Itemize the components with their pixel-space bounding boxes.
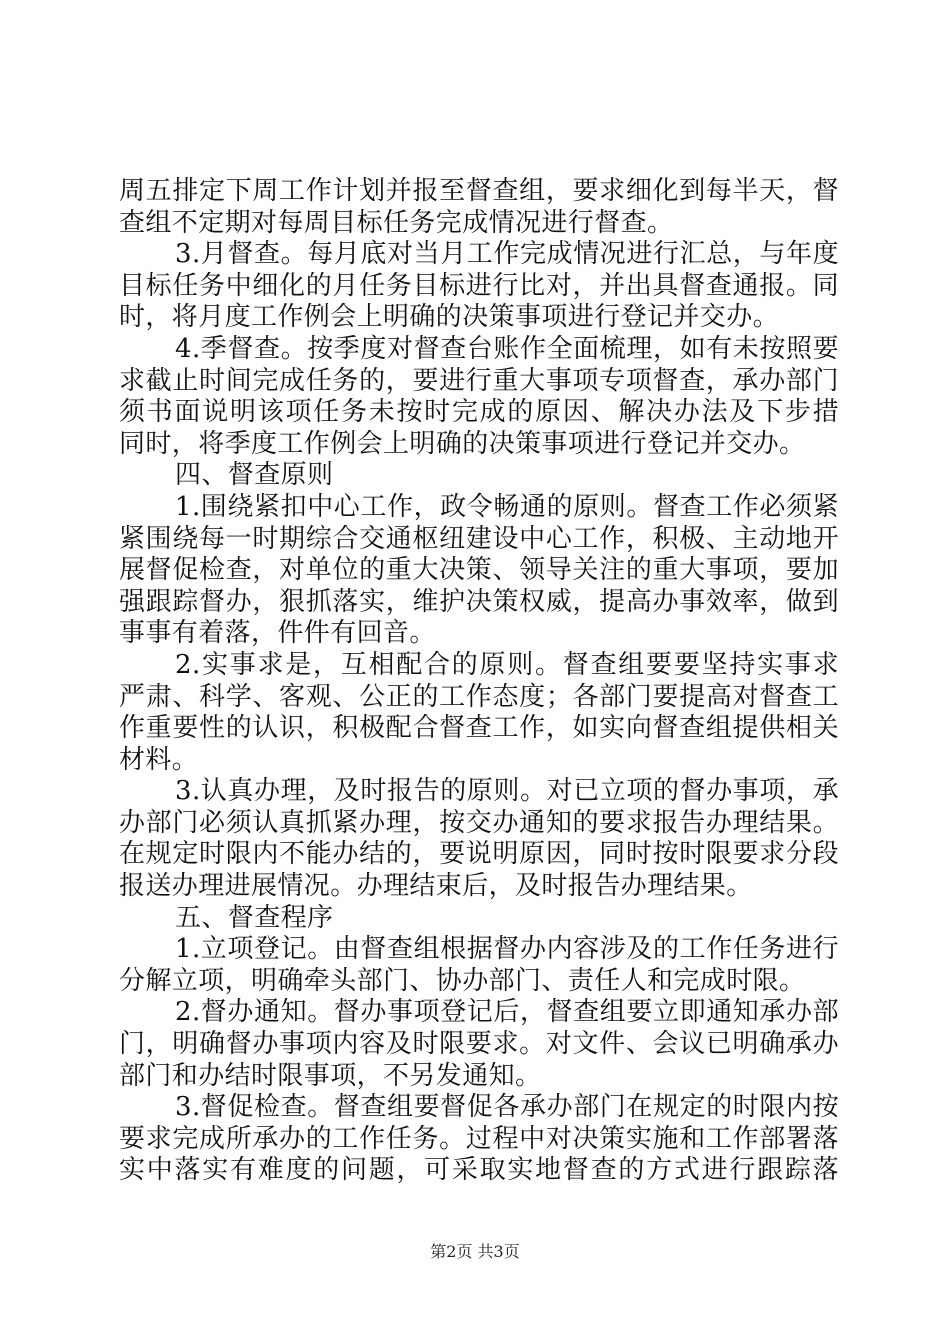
text-line: 分解立项，明确牵头部门、协办部门、责任人和完成时限。 <box>119 965 806 996</box>
text-line: 4.季督查。按季度对督查台账作全面梳理，如有未按照要 <box>175 333 839 364</box>
text-line: 须书面说明该项任务未按时完成的原因、解决办法及下步措 <box>119 397 839 428</box>
document-body <box>119 176 839 1187</box>
text-line: 1.围绕紧扣中心工作，政令畅通的原则。督查工作必须紧 <box>175 491 839 522</box>
text-line: 时，将月度工作例会上明确的决策事项进行登记并交办。 <box>119 302 780 333</box>
text-line: 目标任务中细化的月任务目标进行比对，并出具督查通报。同 <box>119 270 839 301</box>
text-line: 部门和办结时限事项，不另发通知。 <box>119 1060 542 1091</box>
page-footer <box>0 1242 950 1262</box>
text-line: 2.实事求是，互相配合的原则。督查组要要坚持实事求 <box>175 649 839 680</box>
section-heading: 四、督查原则 <box>175 460 334 491</box>
text-line: 3.督促检查。督查组要督促各承办部门在规定的时限内按 <box>175 1092 839 1123</box>
text-line: 实中落实有难度的问题，可采取实地督查的方式进行跟踪落 <box>119 1155 839 1186</box>
section-heading: 五、督查程序 <box>175 902 334 933</box>
text-line: 3.月督查。每月底对当月工作完成情况进行汇总，与年度 <box>175 239 839 270</box>
text-line: 周五排定下周工作计划并报至督查组，要求细化到每半天，督 <box>119 176 839 206</box>
text-line: 材料。 <box>119 744 199 775</box>
text-line: 办部门必须认真抓紧办理，按交办通知的要求报告办理结果。 <box>119 807 839 838</box>
text-line: 求截止时间完成任务的，要进行重大事项专项督查，承办部门 <box>119 365 839 396</box>
text-line: 查组不定期对每周目标任务完成情况进行督查。 <box>119 207 674 238</box>
text-line: 在规定时限内不能办结的，要说明原因，同时按时限要求分段 <box>119 839 839 870</box>
text-line: 报送办理进展情况。办理结束后，及时报告办理结果。 <box>119 871 753 902</box>
text-line: 强跟踪督办，狠抓落实，维护决策权威，提高办事效率，做到 <box>119 586 839 617</box>
page-number-label: 第2页 共3页 <box>430 1242 520 1261</box>
text-line: 1.立项登记。由督查组根据督办内容涉及的工作任务进行 <box>175 934 839 965</box>
text-line: 严肃、科学、客观、公正的工作态度；各部门要提高对督查工 <box>119 681 839 712</box>
text-line: 2.督办通知。督办事项登记后，督查组要立即通知承办部 <box>175 997 839 1028</box>
text-line: 3.认真办理，及时报告的原则。对已立项的督办事项，承 <box>175 776 839 807</box>
text-line: 作重要性的认识，积极配合督查工作，如实向督查组提供相关 <box>119 713 839 744</box>
text-line: 展督促检查，对单位的重大决策、领导关注的重大事项，要加 <box>119 555 839 586</box>
text-line: 同时，将季度工作例会上明确的决策事项进行登记并交办。 <box>119 428 806 459</box>
text-line: 紧围绕每一时期综合交通枢纽建设中心工作，积极、主动地开 <box>119 523 839 554</box>
text-line: 事事有着落，件件有回音。 <box>119 618 436 649</box>
text-line: 要求完成所承办的工作任务。过程中对决策实施和工作部署落 <box>119 1123 839 1154</box>
text-line: 门，明确督办事项内容及时限要求。对文件、会议已明确承办 <box>119 1029 839 1060</box>
